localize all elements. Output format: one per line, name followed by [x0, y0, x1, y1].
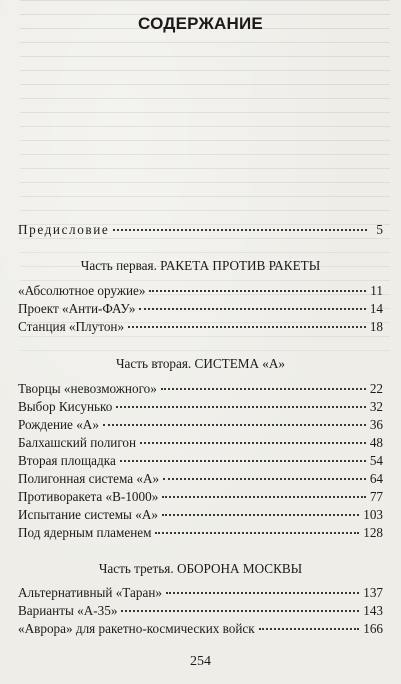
- dot-leader: [166, 592, 359, 594]
- toc-entry: [18, 471, 383, 487]
- toc-entry: [18, 399, 383, 415]
- toc-entry: [18, 507, 383, 523]
- toc-entry: [18, 417, 383, 433]
- dot-leader: [163, 478, 366, 480]
- dot-leader: [121, 610, 359, 612]
- toc-entry-preface: [18, 222, 383, 238]
- toc-entry: [18, 435, 383, 451]
- dot-leader: [140, 442, 366, 444]
- entry-page: 143: [363, 603, 383, 618]
- entry-page: 14: [369, 301, 383, 316]
- toc-entry: [18, 603, 383, 619]
- dot-leader: [113, 229, 367, 231]
- toc-entry: [18, 585, 383, 601]
- toc-entry: [18, 453, 383, 469]
- dot-leader: [162, 496, 366, 498]
- toc-entry: [18, 301, 383, 317]
- entry-title: «Аврора» для ракетно-космических войск: [18, 621, 255, 636]
- dot-leader: [162, 514, 359, 516]
- entry-page: 11: [370, 283, 383, 298]
- entry-page: 64: [369, 471, 383, 486]
- part-heading-2: Часть вторая. СИСТЕМА «А»: [115, 356, 286, 371]
- entry-title: Под ядерным пламенем: [18, 525, 152, 540]
- entry-title: Варианты «А-35»: [18, 603, 118, 618]
- entry-page: 5: [376, 222, 383, 237]
- entry-title: Творцы «невозможного»: [18, 381, 157, 396]
- toc-entry: [18, 283, 383, 299]
- part-heading-3: Часть третья. ОБОРОНА МОСКВЫ: [98, 561, 303, 576]
- entry-title: Проект «Анти-ФАУ»: [18, 301, 136, 316]
- entry-page: 36: [369, 417, 383, 432]
- entry-page: 103: [363, 507, 383, 522]
- dot-leader: [103, 424, 366, 426]
- toc-entry: [18, 621, 383, 637]
- entry-title: «Абсолютное оружие»: [18, 283, 146, 298]
- dot-leader: [139, 308, 365, 310]
- entry-title: Балхашский полигон: [18, 435, 137, 450]
- entry-title: Предисловие: [18, 222, 110, 237]
- entry-title: Выбор Кисунько: [18, 399, 113, 414]
- entry-title: Полигонная система «А»: [18, 471, 160, 486]
- toc-entry: [18, 381, 383, 397]
- entry-title: Станция «Плутон»: [18, 319, 125, 334]
- toc-entry: [18, 525, 383, 541]
- toc-entry: [18, 319, 383, 335]
- entry-page: 22: [369, 381, 383, 396]
- entry-page: 18: [369, 319, 383, 334]
- entry-title: Рождение «А»: [18, 417, 99, 432]
- entry-page: 128: [363, 525, 383, 540]
- toc-entry: [18, 489, 383, 505]
- entry-title: Противоракета «В-1000»: [18, 489, 159, 504]
- part-heading-1: Часть первая. РАКЕТА ПРОТИВ РАКЕТЫ: [80, 258, 321, 273]
- entry-page: 48: [369, 435, 383, 450]
- entry-title: Испытание системы «А»: [18, 507, 158, 522]
- entry-page: 54: [369, 453, 383, 468]
- entry-page: 137: [363, 585, 383, 600]
- entry-title: Альтернативный «Таран»: [18, 585, 162, 600]
- dot-leader: [128, 326, 366, 328]
- entry-title: Вторая площадка: [18, 453, 116, 468]
- dot-leader: [155, 532, 359, 534]
- entry-page: 166: [363, 621, 383, 636]
- dot-leader: [259, 628, 360, 630]
- entry-page: 77: [369, 489, 383, 504]
- dot-leader: [149, 290, 366, 292]
- page-number: 254: [190, 654, 211, 669]
- entry-page: 32: [369, 399, 383, 414]
- dot-leader: [116, 406, 365, 408]
- dot-leader: [120, 460, 366, 462]
- toc-title: СОДЕРЖАНИЕ: [138, 14, 263, 33]
- dot-leader: [161, 388, 366, 390]
